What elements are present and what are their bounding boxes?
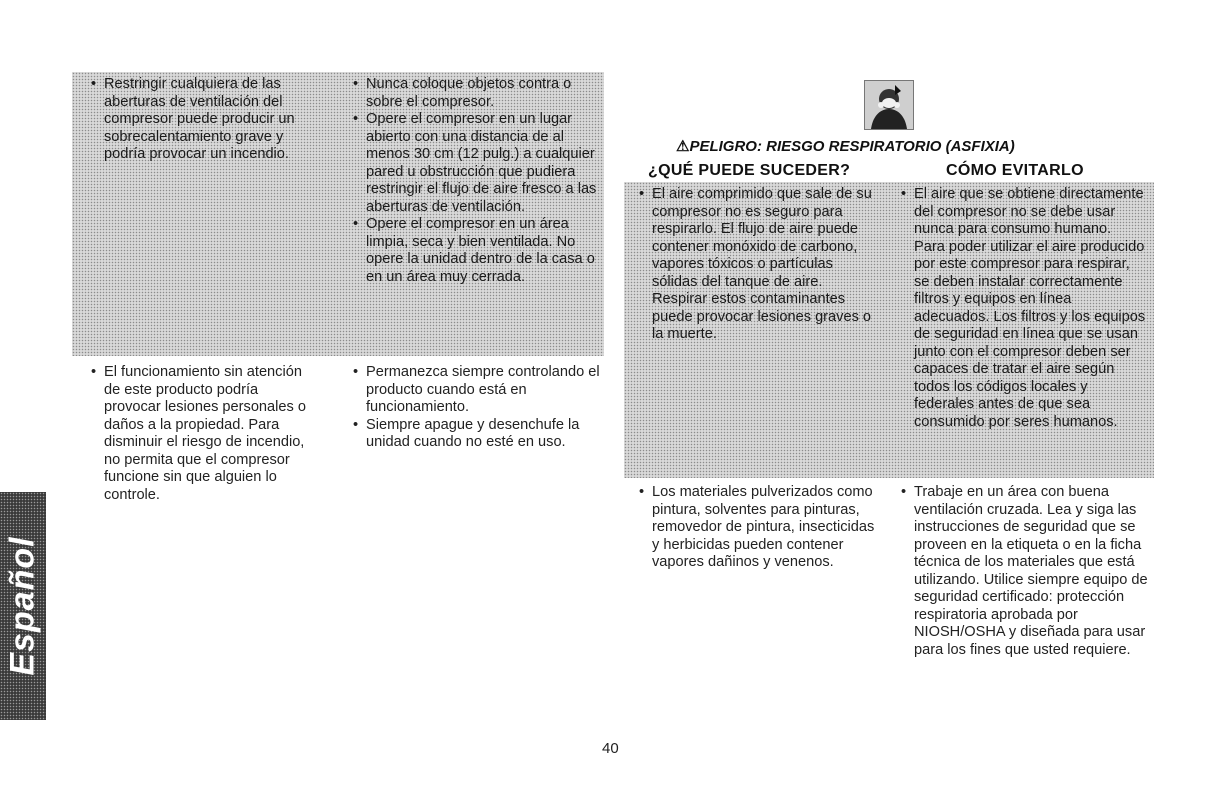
list-left-col1-plain [88,364,318,504]
list-right-what-shaded [636,186,880,344]
language-side-tab-label: Español [3,536,42,676]
list-item: • Opere el compresor en un lugar abierto con una distancia de al menos 30 cm (12 pulg.) a cualquier pared u obstrucción que pudiera restringir el flujo de aire fresco a las aberturas de ventilación. [350,111,600,216]
hazard-title-text: PELIGRO: RIESGO RESPIRATORIO (ASFIXIA) [689,138,1015,155]
warning-triangle-icon: ⚠ [676,138,690,155]
list-right-how-plain [898,484,1148,659]
list-left-col2-plain [350,364,600,452]
list-item: • Siempre apague y desenchufe la unidad cuando no esté en uso. [350,417,600,452]
list-item: • Permanezca siempre controlando el producto cuando está en funcionamiento. [350,364,600,417]
list-item: • Opere el compresor en un área limpia, seca y bien ventilada. No opere la unidad dentro de la casa o en un área muy cerrada. [350,216,600,286]
list-item: • Restringir cualquiera de las aberturas de ventilación del compresor puede producir un sobrecalentamiento grave y podría provocar un incendio. [88,76,320,164]
list-item: • Los materiales pulverizados como pintura, solventes para pinturas, removedor de pintura, insecticidas y herbicidas pueden contener vapores dañinos y venenos. [636,484,880,572]
list-item: • El funcionamiento sin atención de este producto podría provocar lesiones personales o daños a la propiedad. Para disminuir el riesgo de incendio, no permita que el compresor funcione sin que alguien lo controle. [88,364,318,504]
list-item: • Nunca coloque objetos contra o sobre el compresor. [350,76,600,111]
respirator-hazard-icon [864,80,914,130]
list-left-col2-shaded [350,76,600,286]
language-side-tab [0,492,46,720]
list-right-how-shaded [898,186,1146,431]
column-heading-how: CÓMO EVITARLO [946,162,1084,179]
list-item: • El aire que se obtiene directamente del compresor no se debe usar nunca para consumo humano. Para poder utilizar el aire producido por este compresor para respirar, se deben instalar correctamente filtros y equipos en línea adecuados. Los filtros y los equipos de seguridad en línea que se usan junto con el compresor deben ser capaces de tratar el aire según todos los códigos locales y federales antes de que sea consumido por seres humanos. [898,186,1146,431]
list-item: • Trabaje en un área con buena ventilación cruzada. Lea y siga las instrucciones de seguridad que se proveen en la etiqueta o en la ficha técnica de los materiales que está utilizando. Utilice siempre equipo de seguridad certificado: protección respiratoria aprobada por NIOSH/OSHA y diseñada para usar para los fines que usted requiere. [898,484,1148,659]
hazard-title [676,137,1015,155]
list-item: • El aire comprimido que sale de su compresor no es seguro para respirarlo. El flujo de aire puede contener monóxido de carbono, vapores tóxicos o partículas sólidas del tanque de aire. Respirar estos contaminantes puede provocar lesiones graves o la muerte. [636,186,880,344]
list-left-col1-shaded [88,76,320,164]
column-heading-what: ¿QUÉ PUEDE SUCEDER? [648,162,851,179]
list-right-what-plain [636,484,880,572]
page-number: 40 [602,740,619,757]
